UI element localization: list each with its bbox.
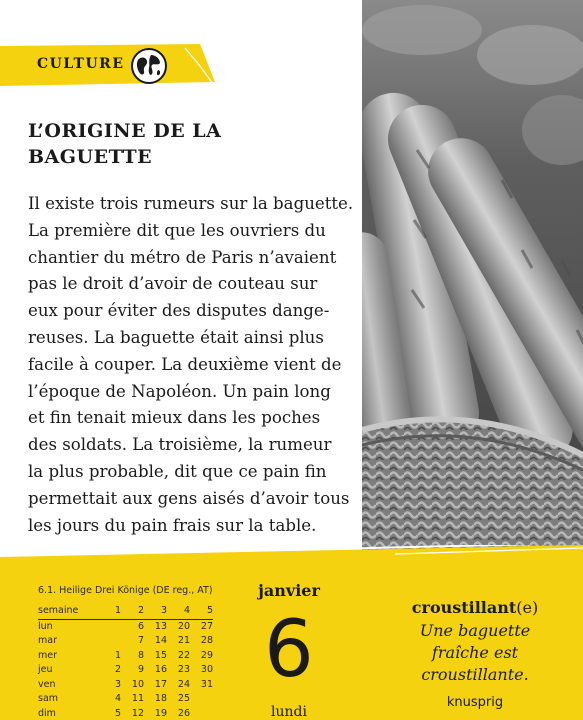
date-cell: 13 (154, 621, 167, 632)
date-cell: 28 (200, 635, 213, 647)
example-line: Une baguette (419, 621, 531, 640)
body-line: l’époque de Napoléon. Un pain long (28, 381, 331, 401)
weekday-label: mer (38, 649, 58, 661)
weekday-label: ven (38, 678, 56, 690)
date-cell: 12 (131, 707, 144, 719)
body-line: permettait aux gens aisés d’avoir tous (28, 488, 350, 508)
date-cell: 23 (177, 664, 190, 676)
example-line: fraîche est (431, 643, 519, 662)
date-cell: 4 (114, 693, 121, 705)
date-cell: 8 (137, 649, 144, 661)
date-cell: 11 (131, 693, 144, 705)
calendar-row (38, 634, 213, 649)
vocab-word (380, 598, 570, 617)
date-cell: 24 (177, 678, 190, 690)
date-cell: 31 (200, 678, 213, 690)
date-cell: 27 (200, 621, 213, 632)
calendar-header-row (38, 604, 213, 619)
date-cell: 9 (137, 664, 144, 676)
weekday-label: jeu (38, 664, 53, 676)
month-name: janvier (258, 581, 320, 600)
body-line: les jours du pain frais sur la table. (28, 515, 317, 535)
date-cell: 10 (131, 678, 144, 690)
vocab-word-base: croustillant (411, 598, 517, 617)
date-cell (98, 634, 121, 649)
date-cell: 14 (154, 635, 167, 647)
calendar-row (38, 706, 213, 720)
body-line: chantier du métro de Paris n’avaient (28, 247, 337, 267)
body-line: des soldats. La troisième, la rumeur (28, 435, 332, 455)
date-cell: 7 (137, 635, 144, 647)
globe-icon (129, 46, 169, 86)
body-line: La première dit que les ouvriers du (28, 220, 326, 240)
date-cell: 17 (154, 678, 167, 690)
calendar-row (38, 677, 213, 692)
date-cell: 1 (114, 649, 121, 661)
body-line: Il existe trois rumeurs sur la baguette. (28, 194, 354, 213)
date-cell: 25 (177, 693, 190, 705)
calendar-row (38, 648, 213, 663)
article-title (28, 118, 348, 170)
date-cell: 6 (137, 621, 144, 632)
date-cell (190, 692, 213, 707)
weekday-label: mar (38, 635, 57, 647)
body-line: pas le droit d’avoir de couteau sur (28, 274, 318, 294)
date-cell: 29 (200, 649, 213, 661)
date-cell: 21 (177, 635, 190, 647)
week-label: semaine (38, 604, 98, 619)
date-cell: 22 (177, 649, 190, 661)
month-calendar (38, 604, 213, 720)
date-cell: 5 (114, 707, 121, 719)
example-line: croustillante. (421, 665, 529, 684)
week-number: 1 (98, 604, 121, 619)
week-number: 3 (144, 604, 167, 619)
body-line: facile à couper. La deuxième vient de (28, 354, 342, 374)
weekday-name: lundi (271, 704, 307, 720)
day-number: 6 (264, 605, 314, 695)
holiday-note: 6.1. Heilige Drei Könige (DE reg., AT) (38, 585, 213, 596)
body-line: eux pour éviter des disputes dange- (28, 301, 330, 321)
date-cell: 20 (177, 621, 190, 632)
weekday-label: lun (38, 621, 53, 632)
date-cell: 3 (114, 678, 121, 690)
vocab-word-suffix: (e) (516, 598, 539, 617)
date-cell: 30 (200, 664, 213, 676)
calendar-row (38, 692, 213, 707)
date-cell (98, 619, 121, 634)
weekday-label: dim (38, 707, 56, 719)
date-cell: 16 (154, 664, 167, 676)
week-number: 2 (121, 604, 144, 619)
vocab-translation: knusprig (446, 695, 504, 710)
date-cell: 19 (154, 707, 167, 719)
date-cell: 2 (114, 664, 121, 676)
date-cell: 26 (177, 707, 190, 719)
date-cell (190, 706, 213, 720)
baguette-photo (362, 0, 583, 560)
vocab-example (380, 620, 570, 686)
calendar-row (38, 663, 213, 678)
weekday-label: sam (38, 693, 59, 705)
body-line: reuses. La baguette était ainsi plus (28, 327, 324, 347)
week-number: 5 (190, 604, 213, 619)
date-cell: 18 (154, 693, 167, 705)
title-line: L’ORIGINE DE LA (28, 120, 222, 142)
date-cell: 15 (154, 649, 167, 661)
title-line: BAGUETTE (28, 146, 153, 168)
calendar-row (38, 619, 213, 634)
week-number: 4 (167, 604, 190, 619)
body-line: et fin tenait mieux dans les poches (28, 408, 321, 428)
article-body (28, 191, 354, 539)
body-line: la plus probable, dit que ce pain fin (28, 461, 327, 481)
category-label: CULTURE (37, 56, 125, 72)
